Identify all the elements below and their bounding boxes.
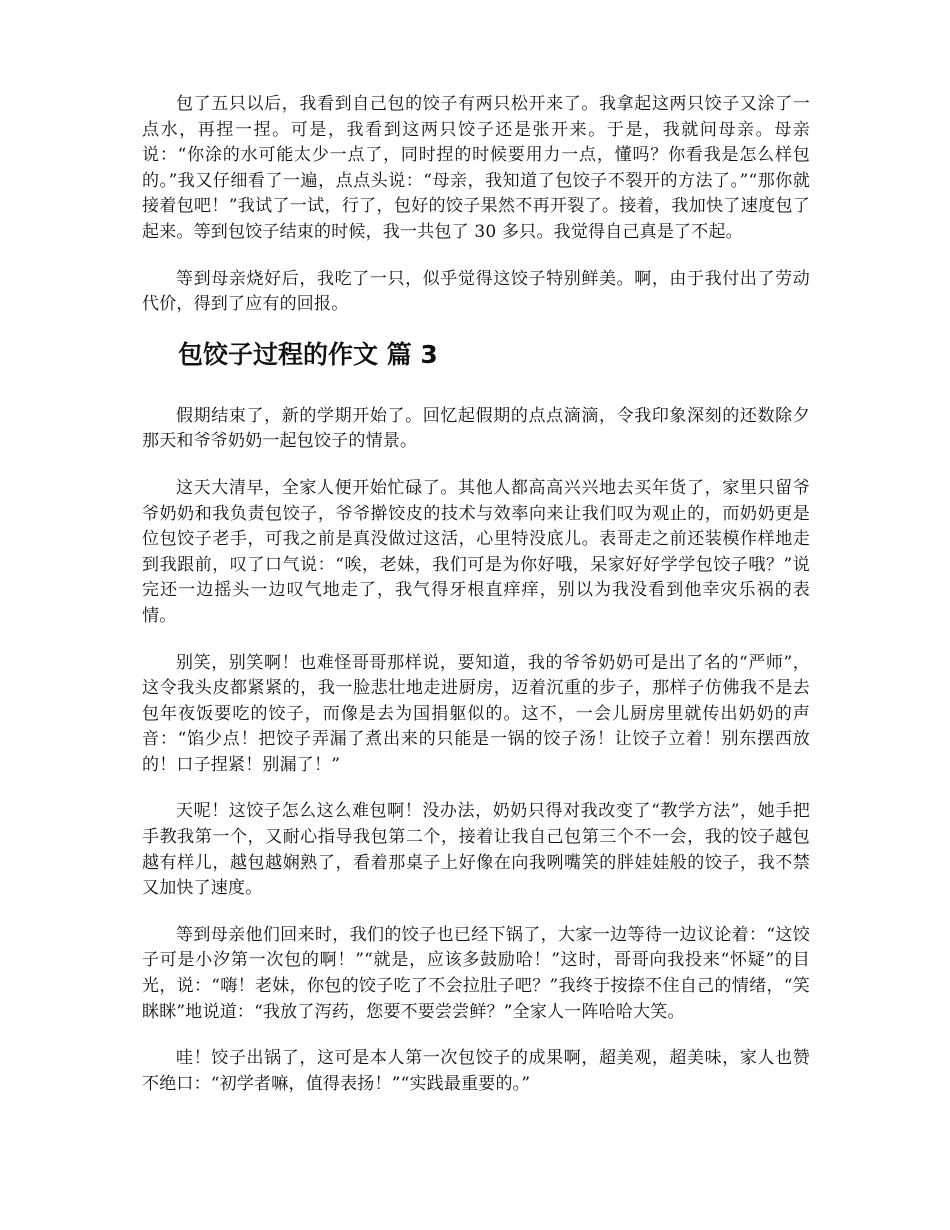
paragraph: 包了五只以后，我看到自己包的饺子有两只松开来了。我拿起这两只饺子又涂了一点水，再捏一捏。可是，我看到这两只饺子还是张开来。于是，我就问母亲。母亲说：“你涂的水可能太少一点了，同时捏的时候要用力一点，懂吗？你看我是怎么样包的。”我又仔细看了一遍，点点头说：“母亲，我知道了包饺子不裂开的方法了。”“那你就接着包吧！”我试了一试，行了，包好的饺子果然不再开裂了。接着，我加快了速度包了起来。等到包饺子结束的时候，我一共包了 30 多只。我觉得自己真是了不起。: [142, 94, 810, 242]
paragraph-gap: [142, 630, 810, 651]
paragraph: 等到母亲烧好后，我吃了一只，似乎觉得这饺子特别鲜美。啊，由于我付出了劳动代价，得到了应有的回报。: [142, 268, 810, 315]
paragraph: 天呢！这饺子怎么这么难包啊！没办法，奶奶只得对我改变了“教学方法”，她手把手教我第一个，又耐心指导我包第二个，接着让我自己包第三个不一会，我的饺子越包越有样儿，越包越娴熟了，看着那桌子上好像在向我咧嘴笑的胖娃娃般的饺子，我不禁又加快了速度。: [142, 801, 810, 899]
paragraph-gap: [142, 1025, 810, 1046]
paragraph: 别笑，别笑啊！也难怪哥哥那样说，要知道，我的爷爷奶奶可是出了名的“严师”，这令我头皮都紧紧的，我一脸悲壮地走进厨房，迈着沉重的步子，那样子仿佛我不是去包年夜饭要吃的饺子，而像是去为国捐躯似的。这不，一会儿厨房里就传出奶奶的声音：“馅少点！把饺子弄漏了煮出来的只能是一锅的饺子汤！让饺子立着！别东摆西放的！口子捏紧！别漏了！”: [142, 652, 810, 775]
paragraph-gap: [142, 902, 810, 923]
heading-gap: [142, 370, 810, 404]
paragraph: 这天大清早，全家人便开始忙碌了。其他人都高高兴兴地去买年货了，家里只留爷爷奶奶和我负责包饺子，爷爷擀饺皮的技术与效率向来让我们叹为观止的，而奶奶更是位包饺子老手，可我之前是真没做过这活，心里特没底儿。表哥走之前还装模作样地走到我跟前，叹了口气说：“唉，老妹，我们可是为你好哦，呆家好好学学包饺子哦？”说完还一边摇头一边叹气地走了，我气得牙根直痒痒，别以为我没看到他幸灾乐祸的表情。: [142, 477, 810, 626]
paragraph: 等到母亲他们回来时，我们的饺子也已经下锅了，大家一边等待一边议论着：“这饺子可是小汐第一次包的啊！”“就是，应该多鼓励哈！”这时，哥哥向我投来“怀疑”的目光，说：“嗨！老妹，你包的饺子吃了不会拉肚子吧？”我终于按捺不住自己的情绪，“笑眯眯”地说道：“我放了泻药，您要不要尝尝鲜？”全家人一阵哈哈大笑。: [142, 924, 810, 1022]
paragraph-gap: [142, 455, 810, 476]
document-page: [142, 92, 810, 1097]
heading-gap: [142, 318, 810, 340]
paragraph: 哇！饺子出锅了，这可是本人第一次包饺子的成果啊，超美观，超美味，家人也赞不绝口：“初学者嘛，值得表扬！”“实践最重要的。”: [142, 1048, 810, 1094]
paragraph-gap: [142, 778, 810, 799]
paragraph-gap: [142, 246, 810, 267]
section-title: 包饺子过程的作文 篇 3: [178, 339, 438, 369]
paragraph: 假期结束了，新的学期开始了。回忆起假期的点点滴滴，令我印象深刻的还数除夕那天和爷爷奶奶一起包饺子的情景。: [142, 405, 810, 452]
